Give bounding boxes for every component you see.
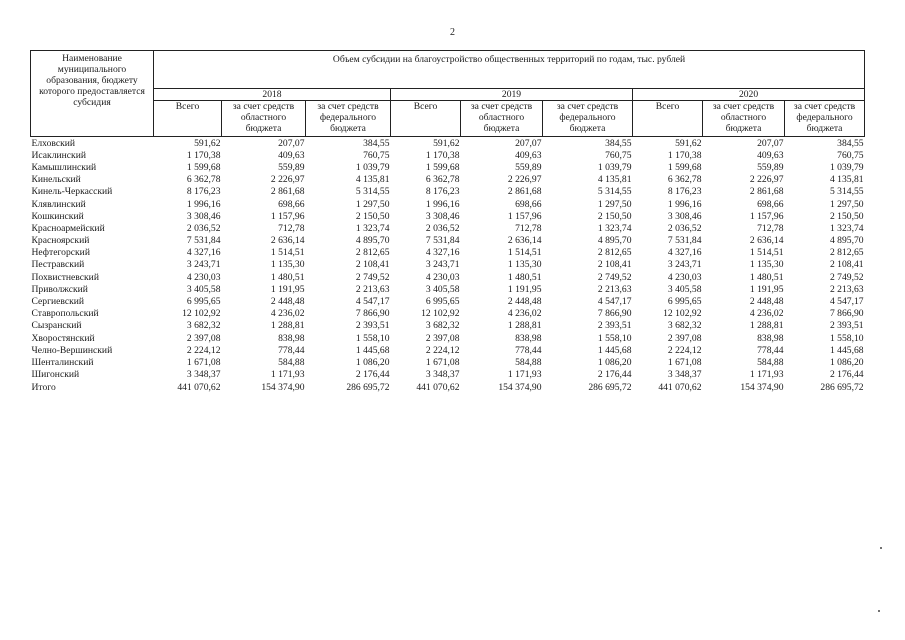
value-cell: 698,66 [278, 198, 305, 210]
value-cell: 1 191,95 [270, 283, 305, 295]
value-cell: 7 866,90 [829, 308, 864, 320]
municipality-name: Кошкинский [31, 210, 84, 222]
value-cell: 1 171,93 [270, 369, 305, 381]
value-cell: 5 314,55 [355, 186, 390, 198]
value-cell: 409,63 [278, 149, 305, 161]
value-cell: 1 086,20 [355, 356, 390, 368]
value-cell: 3 348,37 [425, 369, 460, 381]
municipality-name: Сергиевский [31, 296, 85, 308]
value-cell: 2 861,68 [749, 186, 784, 198]
value-cell: 1 135,30 [270, 259, 305, 271]
value-cell: 12 102,92 [421, 308, 460, 320]
value-cell: 1 671,08 [425, 356, 460, 368]
value-cell: 2 036,52 [667, 222, 702, 234]
municipality-name: Похвистневский [31, 271, 99, 283]
value-cell: 5 314,55 [829, 186, 864, 198]
table-row [31, 308, 865, 320]
table-row [31, 222, 865, 234]
value-cell: 2 397,08 [667, 332, 702, 344]
value-cell: 584,88 [757, 356, 784, 368]
value-cell: 4 135,81 [829, 174, 864, 186]
value-cell: 2 393,51 [597, 320, 632, 332]
table-row [31, 271, 865, 283]
value-cell: 1 170,38 [186, 149, 221, 161]
value-cell: 1 514,51 [507, 247, 542, 259]
value-cell: 1 297,50 [597, 198, 632, 210]
value-cell: 3 405,58 [186, 283, 221, 295]
value-cell: 4 547,17 [829, 296, 864, 308]
value-cell: 1 996,16 [667, 198, 702, 210]
value-cell: 1 323,74 [355, 222, 390, 234]
value-cell: 2 036,52 [186, 222, 221, 234]
value-cell: 286 695,72 [820, 382, 864, 394]
value-cell: 2 636,14 [270, 235, 305, 247]
value-cell: 7 531,84 [425, 235, 460, 247]
value-cell: 3 682,32 [186, 320, 221, 332]
value-cell: 12 102,92 [182, 308, 221, 320]
value-cell: 2 393,51 [355, 320, 390, 332]
value-cell: 2 226,97 [749, 174, 784, 186]
value-cell: 1 445,68 [597, 344, 632, 356]
municipality-name: Хворостянский [31, 332, 95, 344]
value-cell: 6 995,65 [186, 296, 221, 308]
value-cell: 1 297,50 [829, 198, 864, 210]
value-cell: 2 861,68 [507, 186, 542, 198]
value-cell: 1 039,79 [829, 161, 864, 173]
value-cell: 1 297,50 [355, 198, 390, 210]
value-cell: 1 599,68 [425, 161, 460, 173]
value-cell: 3 682,32 [425, 320, 460, 332]
value-cell: 778,44 [278, 344, 305, 356]
value-cell: 4 327,16 [667, 247, 702, 259]
value-cell: 2 150,50 [355, 210, 390, 222]
table-row [31, 198, 865, 210]
value-cell: 3 348,37 [667, 369, 702, 381]
scan-speck [878, 610, 880, 612]
value-cell: 2 812,65 [355, 247, 390, 259]
value-cell: 1 671,08 [667, 356, 702, 368]
value-cell: 4 327,16 [186, 247, 221, 259]
table-row [31, 210, 865, 222]
value-cell: 4 236,02 [507, 308, 542, 320]
value-cell: 207,07 [515, 137, 542, 149]
value-cell: 3 682,32 [667, 320, 702, 332]
sub-header-row [31, 101, 865, 137]
value-cell: 3 348,37 [186, 369, 221, 381]
value-cell: 712,78 [515, 222, 542, 234]
value-cell: 1 157,96 [270, 210, 305, 222]
value-cell: 1 558,10 [597, 332, 632, 344]
value-cell: 1 288,81 [507, 320, 542, 332]
value-cell: 384,55 [605, 137, 632, 149]
value-cell: 2 749,52 [829, 271, 864, 283]
value-cell: 2 812,65 [829, 247, 864, 259]
municipality-name: Красноармейский [31, 222, 105, 234]
value-cell: 2 448,48 [749, 296, 784, 308]
value-cell: 7 531,84 [186, 235, 221, 247]
value-cell: 591,62 [194, 137, 221, 149]
value-cell: 4 547,17 [355, 296, 390, 308]
value-cell: 1 996,16 [186, 198, 221, 210]
value-cell: 1 157,96 [507, 210, 542, 222]
table-row [31, 283, 865, 295]
value-cell: 591,62 [433, 137, 460, 149]
regional-column-header: за счет средств областного бюджета [222, 101, 306, 137]
value-cell: 778,44 [515, 344, 542, 356]
value-cell: 2 213,63 [597, 283, 632, 295]
value-cell: 2 213,63 [829, 283, 864, 295]
value-cell: 2 448,48 [270, 296, 305, 308]
value-cell: 1 170,38 [425, 149, 460, 161]
municipality-name: Ставропольский [31, 308, 99, 320]
value-cell: 1 445,68 [829, 344, 864, 356]
value-cell: 2 749,52 [355, 271, 390, 283]
table-row [31, 320, 865, 332]
value-cell: 1 323,74 [597, 222, 632, 234]
value-cell: 712,78 [757, 222, 784, 234]
federal-column-header: за счет средств федерального бюджета [543, 101, 633, 137]
value-cell: 4 236,02 [270, 308, 305, 320]
value-cell: 2 176,44 [355, 369, 390, 381]
value-cell: 584,88 [278, 356, 305, 368]
table-row [31, 247, 865, 259]
value-cell: 207,07 [757, 137, 784, 149]
value-cell: 4 236,02 [749, 308, 784, 320]
value-cell: 409,63 [757, 149, 784, 161]
value-cell: 2 150,50 [829, 210, 864, 222]
value-cell: 2 224,12 [186, 344, 221, 356]
value-cell: 1 599,68 [667, 161, 702, 173]
value-cell: 6 995,65 [667, 296, 702, 308]
table-row [31, 149, 865, 161]
municipality-name: Клявлинский [31, 198, 86, 210]
value-cell: 4 230,03 [667, 271, 702, 283]
table-row [31, 235, 865, 247]
value-cell: 1 558,10 [355, 332, 390, 344]
value-cell: 2 176,44 [829, 369, 864, 381]
value-cell: 1 135,30 [507, 259, 542, 271]
total-label: Итого [31, 382, 56, 394]
value-cell: 2 213,63 [355, 283, 390, 295]
regional-column-header: за счет средств областного бюджета [461, 101, 543, 137]
value-cell: 760,75 [363, 149, 390, 161]
subsidy-table [30, 50, 865, 394]
value-cell: 559,89 [757, 161, 784, 173]
municipality-name: Челно-Вершинский [31, 344, 113, 356]
municipality-name: Исаклинский [31, 149, 86, 161]
value-cell: 838,98 [278, 332, 305, 344]
value-cell: 286 695,72 [588, 382, 632, 394]
value-cell: 1 171,93 [507, 369, 542, 381]
value-cell: 2 108,41 [355, 259, 390, 271]
value-cell: 1 191,95 [507, 283, 542, 295]
value-cell: 154 374,90 [261, 382, 305, 394]
value-cell: 4 327,16 [425, 247, 460, 259]
table-row [31, 295, 865, 307]
value-cell: 4 230,03 [186, 271, 221, 283]
value-cell: 441 070,62 [658, 382, 702, 394]
value-cell: 2 861,68 [270, 186, 305, 198]
value-cell: 2 226,97 [270, 174, 305, 186]
table-row [31, 174, 865, 186]
value-cell: 441 070,62 [416, 382, 460, 394]
value-cell: 4 547,17 [597, 296, 632, 308]
year-header-2020: 2020 [633, 89, 865, 101]
value-cell: 4 230,03 [425, 271, 460, 283]
value-cell: 154 374,90 [498, 382, 542, 394]
page-number: 2 [450, 27, 455, 38]
municipality-name: Кинельский [31, 174, 81, 186]
value-cell: 1 599,68 [186, 161, 221, 173]
value-cell: 384,55 [837, 137, 864, 149]
value-cell: 2 176,44 [597, 369, 632, 381]
value-cell: 591,62 [675, 137, 702, 149]
municipality-name: Приволжский [31, 283, 88, 295]
year-header-2019: 2019 [391, 89, 633, 101]
value-cell: 3 308,46 [425, 210, 460, 222]
value-cell: 4 135,81 [597, 174, 632, 186]
value-cell: 1 086,20 [829, 356, 864, 368]
value-cell: 1 170,38 [667, 149, 702, 161]
value-cell: 2 397,08 [186, 332, 221, 344]
value-cell: 7 866,90 [597, 308, 632, 320]
value-cell: 838,98 [515, 332, 542, 344]
value-cell: 1 157,96 [749, 210, 784, 222]
total-column-header: Всего [391, 101, 461, 137]
value-cell: 1 445,68 [355, 344, 390, 356]
value-cell: 3 308,46 [667, 210, 702, 222]
value-cell: 778,44 [757, 344, 784, 356]
table-row [31, 137, 865, 150]
table-row [31, 259, 865, 271]
value-cell: 1 191,95 [749, 283, 784, 295]
value-cell: 154 374,90 [740, 382, 784, 394]
value-cell: 1 514,51 [749, 247, 784, 259]
municipality-name: Сызранский [31, 320, 82, 332]
value-cell: 1 480,51 [270, 271, 305, 283]
value-cell: 2 150,50 [597, 210, 632, 222]
table-row [31, 332, 865, 344]
value-cell: 3 243,71 [186, 259, 221, 271]
federal-column-header: за счет средств федерального бюджета [785, 101, 865, 137]
value-cell: 1 039,79 [355, 161, 390, 173]
value-cell: 712,78 [278, 222, 305, 234]
value-cell: 584,88 [515, 356, 542, 368]
value-cell: 6 362,78 [667, 174, 702, 186]
value-cell: 6 995,65 [425, 296, 460, 308]
total-column-header: Всего [633, 101, 703, 137]
value-cell: 1 996,16 [425, 198, 460, 210]
value-cell: 2 397,08 [425, 332, 460, 344]
value-cell: 207,07 [278, 137, 305, 149]
value-cell: 760,75 [605, 149, 632, 161]
value-cell: 1 480,51 [507, 271, 542, 283]
value-cell: 384,55 [363, 137, 390, 149]
value-cell: 3 308,46 [186, 210, 221, 222]
value-cell: 1 135,30 [749, 259, 784, 271]
value-cell: 2 749,52 [597, 271, 632, 283]
municipality-name: Красноярский [31, 235, 90, 247]
value-cell: 6 362,78 [186, 174, 221, 186]
value-cell: 2 448,48 [507, 296, 542, 308]
value-cell: 1 288,81 [270, 320, 305, 332]
value-cell: 1 039,79 [597, 161, 632, 173]
year-header-2018: 2018 [154, 89, 391, 101]
value-cell: 6 362,78 [425, 174, 460, 186]
table-row [31, 161, 865, 173]
value-cell: 4 895,70 [829, 235, 864, 247]
municipality-name: Елховский [31, 137, 76, 149]
value-cell: 838,98 [757, 332, 784, 344]
value-cell: 3 243,71 [667, 259, 702, 271]
value-cell: 760,75 [837, 149, 864, 161]
value-cell: 8 176,23 [186, 186, 221, 198]
value-cell: 2 224,12 [667, 344, 702, 356]
value-cell: 698,66 [757, 198, 784, 210]
value-cell: 2 226,97 [507, 174, 542, 186]
value-cell: 2 812,65 [597, 247, 632, 259]
value-cell: 2 108,41 [597, 259, 632, 271]
table-row [31, 356, 865, 368]
municipality-name: Шенталинский [31, 356, 94, 368]
table-row [31, 186, 865, 198]
value-cell: 2 636,14 [507, 235, 542, 247]
value-cell: 1 086,20 [597, 356, 632, 368]
value-cell: 8 176,23 [425, 186, 460, 198]
value-cell: 5 314,55 [597, 186, 632, 198]
municipality-name: Камышлинский [31, 161, 97, 173]
value-cell: 559,89 [515, 161, 542, 173]
municipality-name: Кинель-Черкасский [31, 186, 113, 198]
municipality-name: Нефтегорский [31, 247, 90, 259]
value-cell: 1 558,10 [829, 332, 864, 344]
value-cell: 1 171,93 [749, 369, 784, 381]
municipality-name: Шигонский [31, 369, 80, 381]
value-cell: 2 393,51 [829, 320, 864, 332]
value-cell: 12 102,92 [663, 308, 702, 320]
value-cell: 2 224,12 [425, 344, 460, 356]
scan-speck [880, 547, 882, 549]
table-body [31, 137, 865, 394]
value-cell: 7 531,84 [667, 235, 702, 247]
value-cell: 7 866,90 [355, 308, 390, 320]
value-cell: 441 070,62 [177, 382, 221, 394]
value-cell: 559,89 [278, 161, 305, 173]
value-cell: 8 176,23 [667, 186, 702, 198]
value-cell: 2 036,52 [425, 222, 460, 234]
value-cell: 3 405,58 [667, 283, 702, 295]
value-cell: 2 636,14 [749, 235, 784, 247]
value-cell: 286 695,72 [346, 382, 390, 394]
value-cell: 1 323,74 [829, 222, 864, 234]
value-cell: 4 895,70 [597, 235, 632, 247]
value-cell: 2 108,41 [829, 259, 864, 271]
federal-column-header: за счет средств федерального бюджета [306, 101, 391, 137]
regional-column-header: за счет средств областного бюджета [703, 101, 785, 137]
table-row [31, 369, 865, 381]
value-cell: 409,63 [515, 149, 542, 161]
name-column-header: Наименование муниципального образования, бюджету которого предоставляется субсидия [31, 51, 154, 137]
table-row [31, 344, 865, 356]
municipality-name: Пестравский [31, 259, 85, 271]
total-row [31, 381, 865, 394]
value-cell: 4 895,70 [355, 235, 390, 247]
subsidy-group-header: Объем субсидии на благоустройство общественных территорий по годам, тыс. рублей [154, 51, 865, 89]
value-cell: 3 405,58 [425, 283, 460, 295]
value-cell: 1 288,81 [749, 320, 784, 332]
value-cell: 1 514,51 [270, 247, 305, 259]
value-cell: 3 243,71 [425, 259, 460, 271]
value-cell: 1 671,08 [186, 356, 221, 368]
value-cell: 1 480,51 [749, 271, 784, 283]
total-column-header: Всего [154, 101, 222, 137]
value-cell: 4 135,81 [355, 174, 390, 186]
value-cell: 698,66 [515, 198, 542, 210]
